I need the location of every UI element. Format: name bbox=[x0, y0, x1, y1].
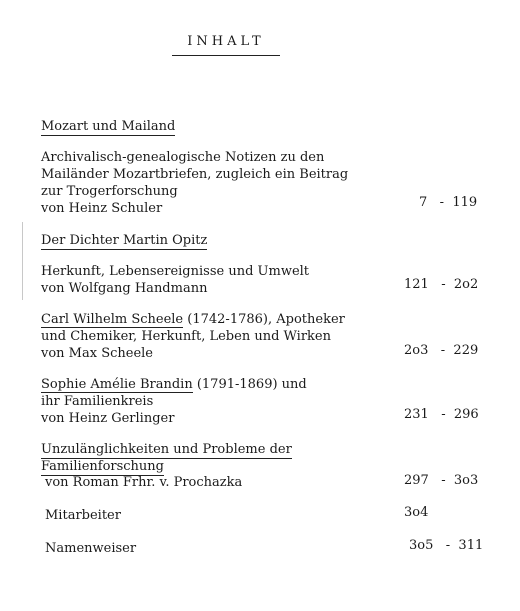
description-line: Mailänder Mozartbriefen, zugleich ein Beitrag bbox=[41, 167, 349, 182]
section-heading-familienforschung: Familienforschung bbox=[41, 459, 164, 474]
description-line: von Roman Frhr. v. Prochazka bbox=[45, 475, 243, 490]
entry-description-prochazka bbox=[45, 474, 405, 491]
entry-description-brandin bbox=[41, 393, 401, 427]
page-range: 2o3 - 229 bbox=[404, 343, 479, 358]
page-range: 297 - 3o3 bbox=[404, 473, 479, 488]
heading-underlined-part: Carl Wilhelm Scheele bbox=[41, 312, 184, 327]
section-heading-scheele bbox=[41, 311, 345, 328]
heading-rest: (1791-1869) und bbox=[192, 377, 307, 392]
entry-description-opitz bbox=[41, 263, 401, 297]
page-range: 231 - 296 bbox=[404, 407, 479, 422]
description-line: Archivalisch-genealogische Notizen zu den bbox=[41, 150, 325, 165]
entry-description-mozart bbox=[41, 149, 401, 217]
scan-artifact-line bbox=[22, 222, 23, 300]
entry-description-scheele bbox=[41, 328, 401, 362]
description-line: von Wolfgang Handmann bbox=[41, 281, 208, 296]
heading-rest: (1742-1786), Apotheker bbox=[183, 312, 345, 327]
page-title: INHALT bbox=[172, 34, 280, 56]
heading-underlined-part: Sophie Amélie Brandin bbox=[41, 377, 193, 392]
page-range: 7 - 119 bbox=[419, 195, 478, 210]
section-heading-opitz: Der Dichter Martin Opitz bbox=[41, 233, 208, 248]
description-line: von Max Scheele bbox=[41, 346, 153, 361]
section-heading-mozart: Mozart und Mailand bbox=[41, 119, 176, 134]
description-line: Herkunft, Lebensereignisse und Umwelt bbox=[41, 264, 310, 279]
page-range: 121 - 2o2 bbox=[404, 277, 479, 292]
description-line: und Chemiker, Herkunft, Leben und Wirken bbox=[41, 329, 331, 344]
section-heading-brandin bbox=[41, 376, 307, 393]
description-line: von Heinz Schuler bbox=[41, 201, 163, 216]
description-line: von Heinz Gerlinger bbox=[41, 411, 175, 426]
description-line: zur Trogerforschung bbox=[41, 184, 178, 199]
contributors-label: Mitarbeiter bbox=[45, 508, 121, 523]
page-number: 3o4 bbox=[404, 505, 429, 520]
description-line: ihr Familienkreis bbox=[41, 394, 154, 409]
section-heading-unzulaenglichkeiten: Unzulänglichkeiten und Probleme der bbox=[41, 442, 292, 457]
index-label: Namenweiser bbox=[45, 541, 137, 556]
page-range: 3o5 - 311 bbox=[409, 538, 484, 553]
